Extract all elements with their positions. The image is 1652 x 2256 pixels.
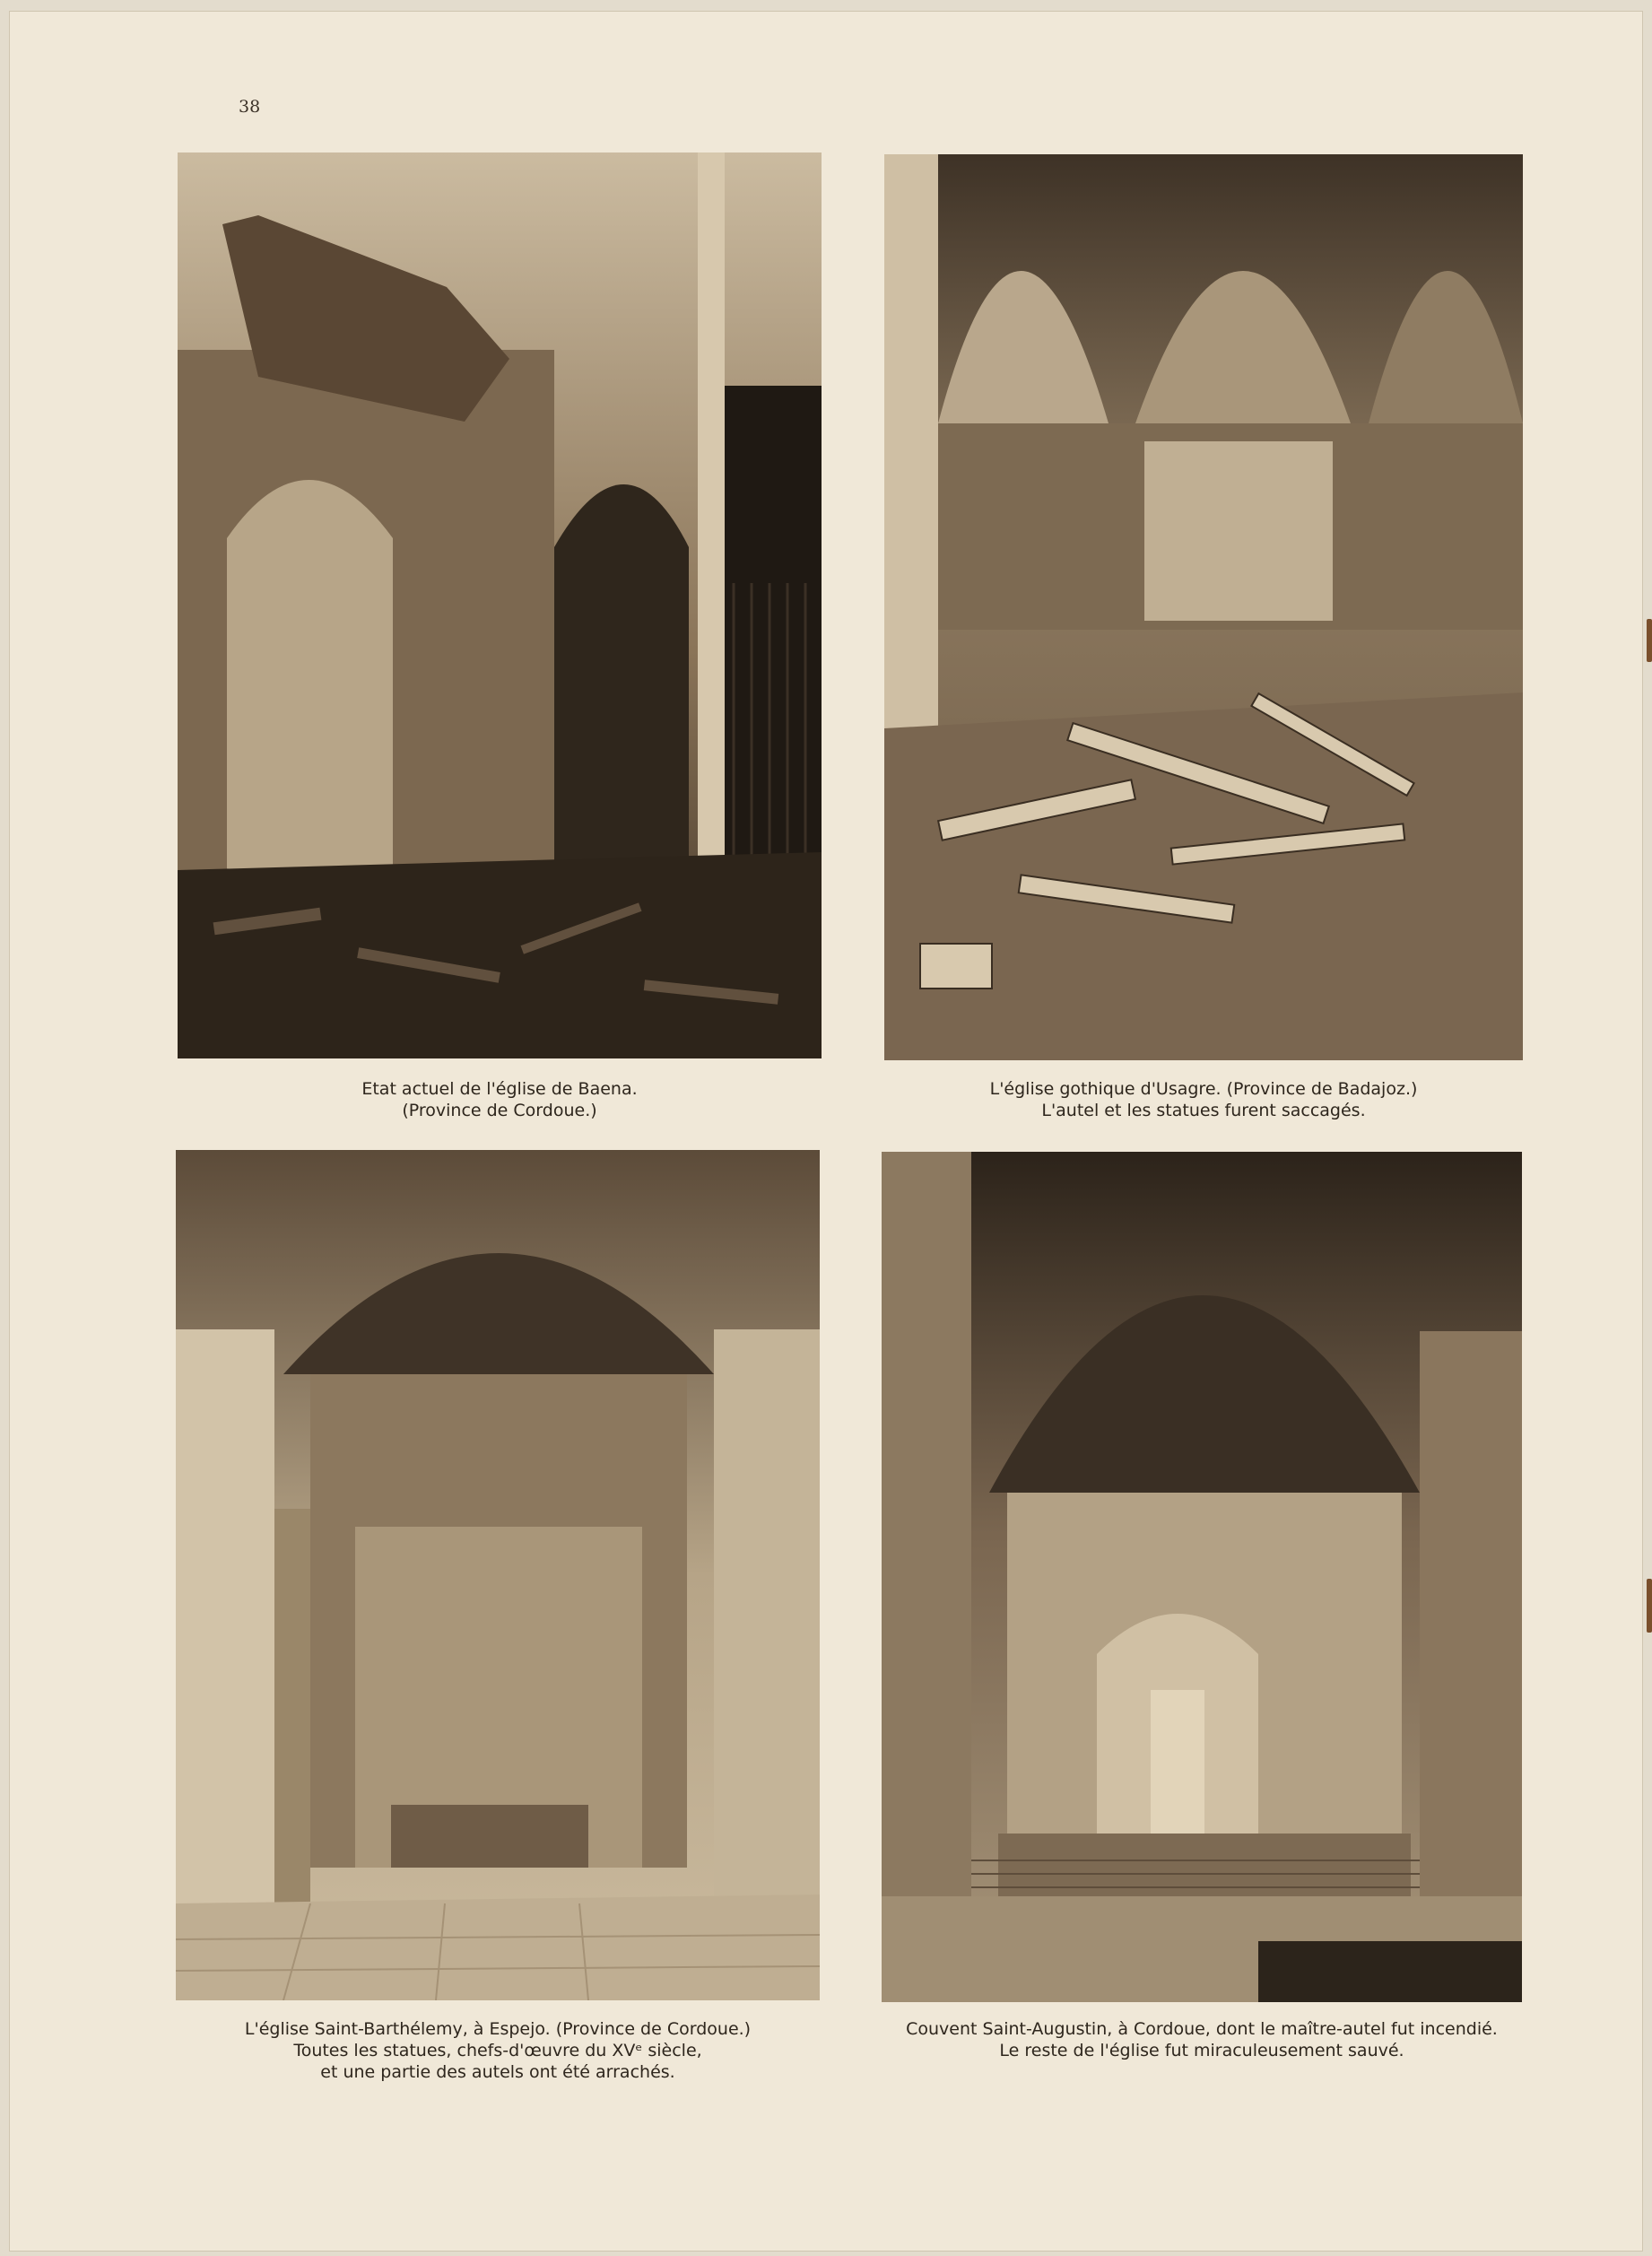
- caption-line: Le reste de l'église fut miraculeusement sauvé.: [999, 2041, 1404, 2060]
- caption-line: L'autel et les statues furent saccagés.: [1041, 1101, 1366, 1120]
- photo-usagre-church: [884, 154, 1523, 1060]
- page-edge-tear: [1647, 619, 1652, 662]
- photo-baena-church: [178, 152, 822, 1058]
- photo-espejo-church: [176, 1150, 820, 2000]
- caption-line: L'église gothique d'Usagre. (Province de Badajoz.): [989, 1079, 1418, 1099]
- caption-line: L'église Saint-Barthélemy, à Espejo. (Province de Cordoue.): [244, 2019, 752, 2039]
- caption-line: (Province de Cordoue.): [402, 1101, 597, 1120]
- page-number: 38: [239, 97, 261, 117]
- caption-line: Toutes les statues, chefs-d'œuvre du XVᵉ siècle,: [293, 2041, 702, 2060]
- photo-cordoue-convent: [882, 1152, 1522, 2002]
- caption-espejo: [176, 2018, 820, 2083]
- caption-baena: [178, 1078, 822, 1121]
- caption-line: Etat actuel de l'église de Baena.: [361, 1079, 638, 1099]
- caption-line: et une partie des autels ont été arrachés.: [320, 2062, 675, 2082]
- caption-cordoue: [882, 2018, 1522, 2061]
- caption-usagre: [884, 1078, 1523, 1121]
- page-edge-tear: [1647, 1579, 1652, 1633]
- caption-line: Couvent Saint-Augustin, à Cordoue, dont le maître-autel fut incendié.: [906, 2019, 1498, 2039]
